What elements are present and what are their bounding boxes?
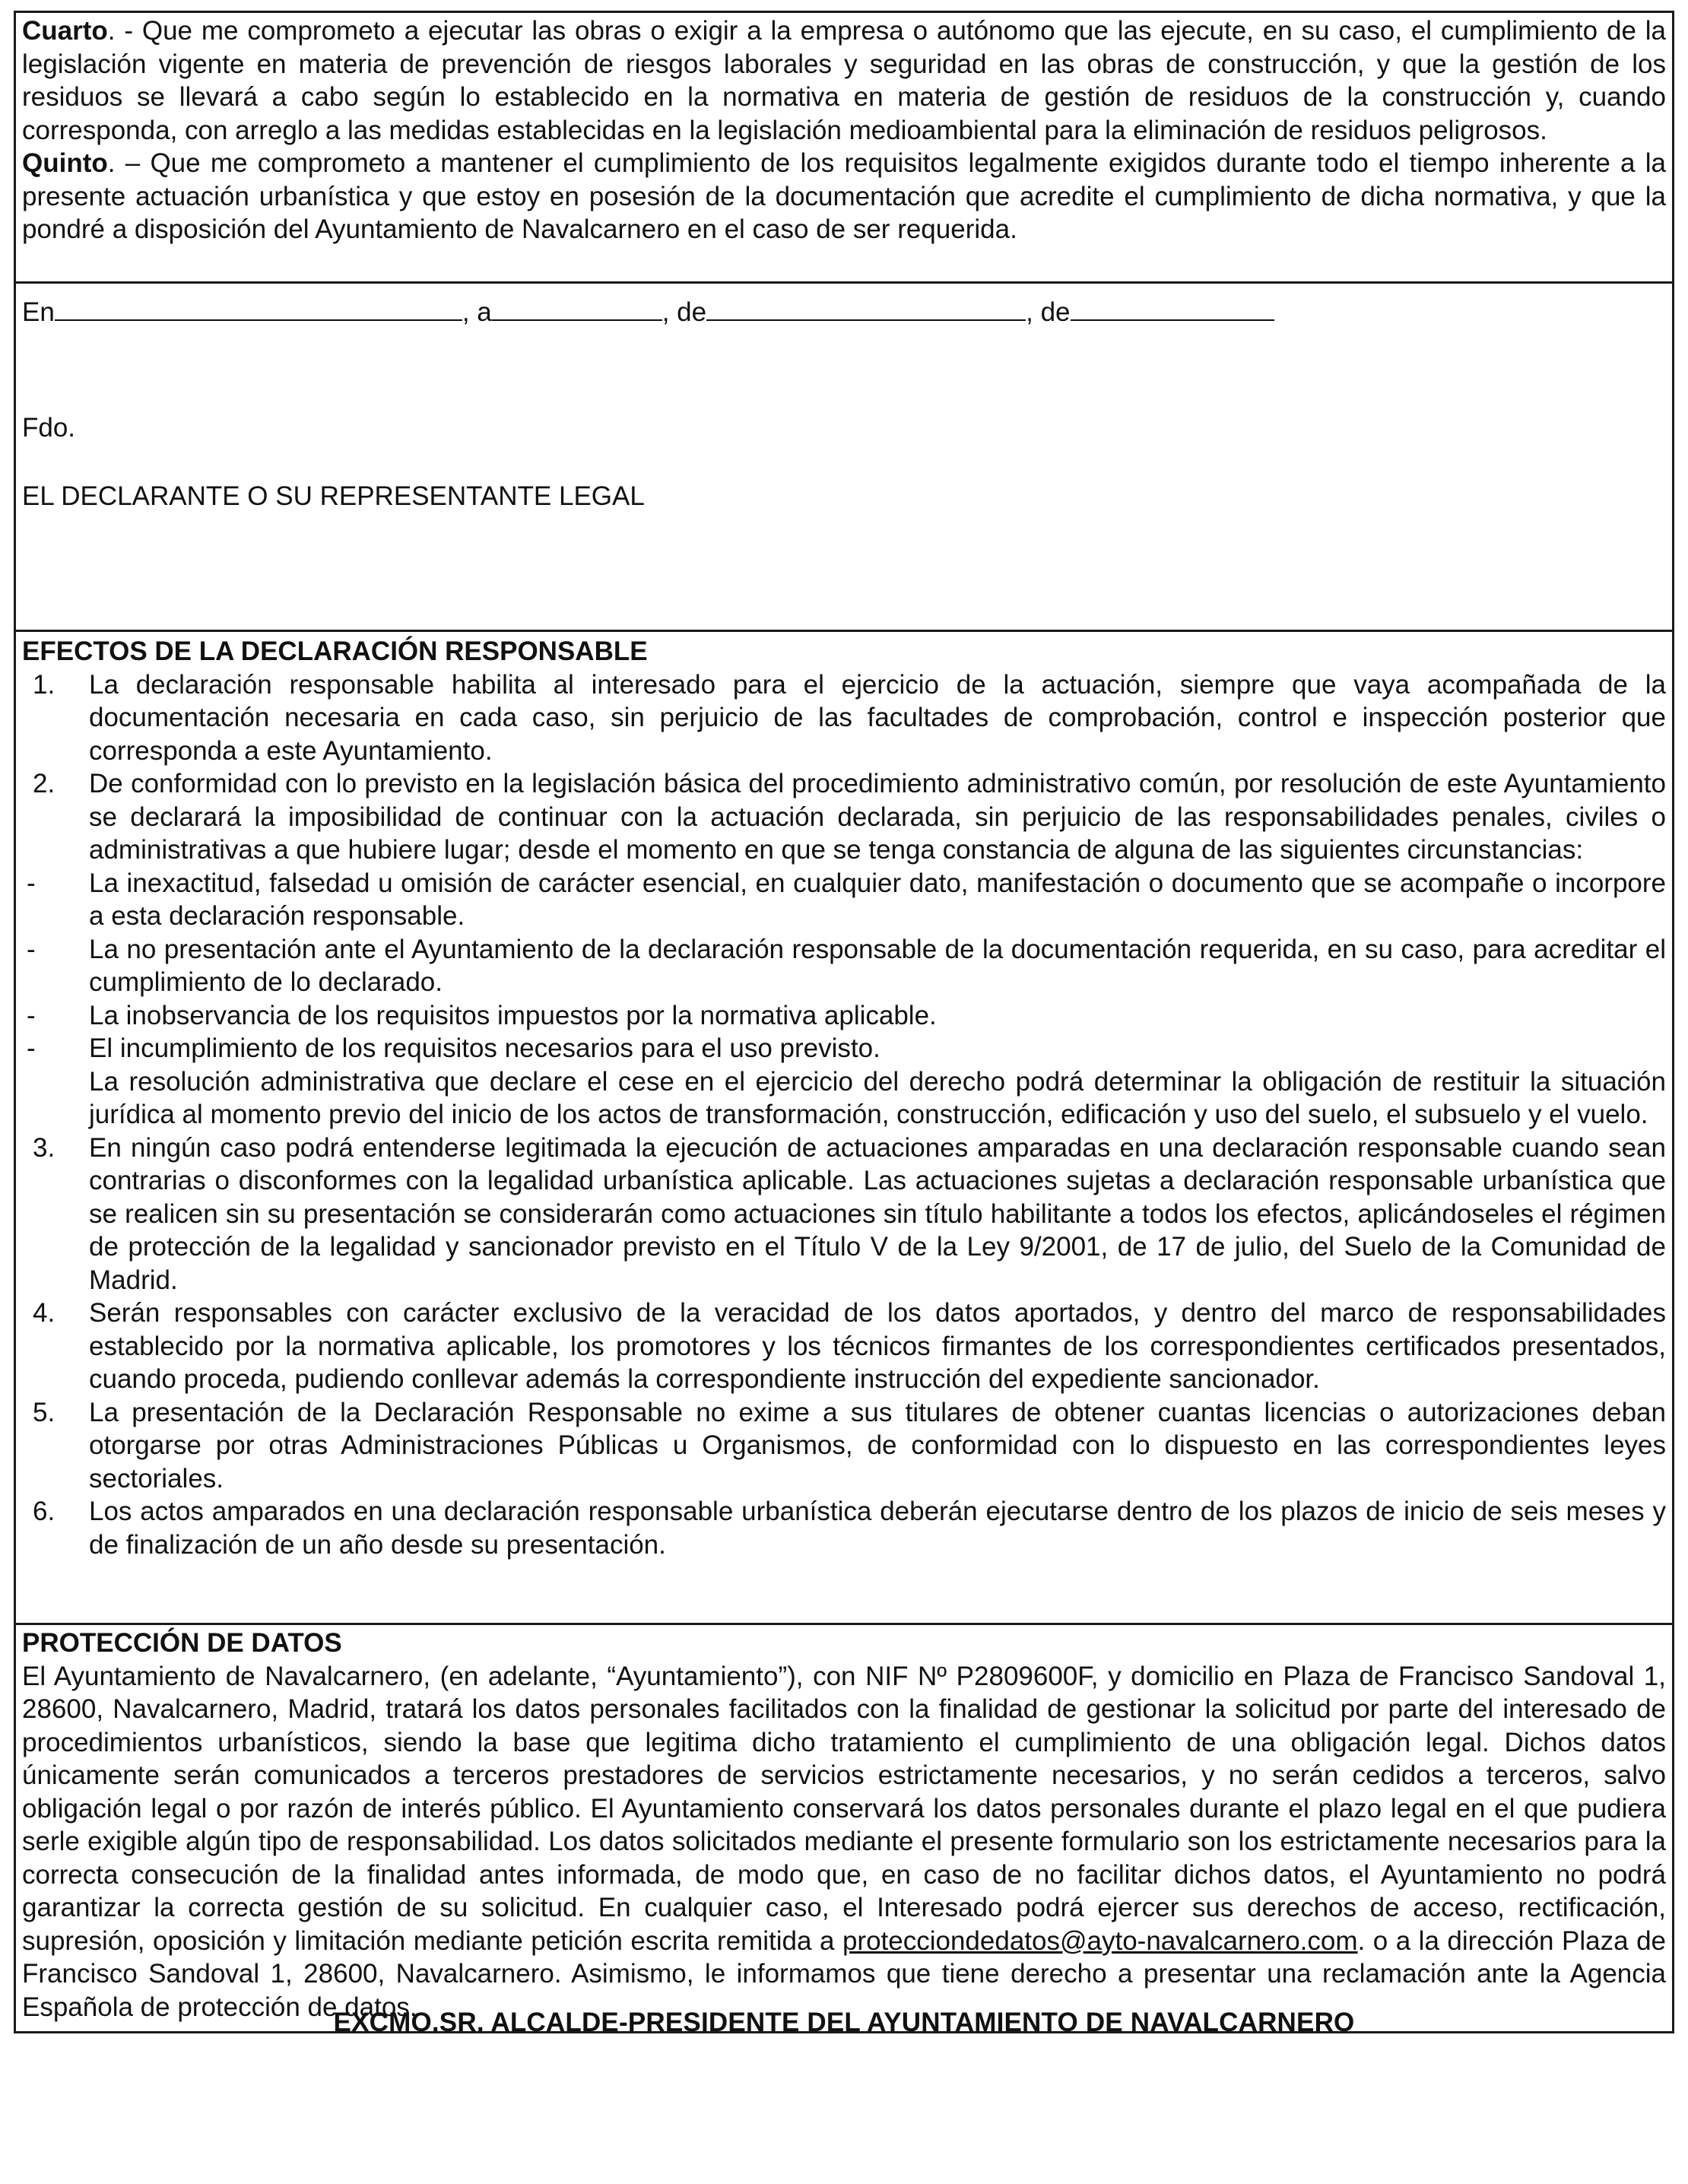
a-label: , a xyxy=(462,297,492,327)
list-item-text: Serán responsables con carácter exclusivo de la veracidad de los datos aportados, y dentro del marco de responsabilidades establecido por la normativa aplicable, los promotores y los técnicos firmantes de los correspondientes certificados presentados, cuando proceda, pudiendo conllevar además la correspondiente instrucción del expediente sancionador. xyxy=(89,1298,1666,1394)
list-item-marker: 3. xyxy=(33,1132,56,1163)
list-item xyxy=(22,1132,1666,1297)
list-item-text: En ningún caso podrá entenderse legitimada la ejecución de actuaciones amparadas en una declaración responsable cuando sean contrarias o disconformes con la legalidad urbanística aplicable. Las actuaciones sujetas a declaración responsable urbanística que se realicen sin su presentación se considerarán como actuaciones sin título habilitante a todos los efectos, aplicándoseles el régimen de protección de la legalidad y sancionador previsto en el Título V de la Ley 9/2001, de 17 de julio, del Suelo de la Comunidad de Madrid. xyxy=(89,1132,1666,1295)
quinto-text: . – Que me comprometo a mantener el cumplimiento de los requisitos legalmente exigidos durante todo el tiempo inherente a la presente actuación urbanística y que estoy en posesión de la documentación que acredite el cumplimiento de dicha normativa, y que la pondré a disposición del Ayuntamiento de Navalcarnero en el caso de ser requerida. xyxy=(22,148,1666,244)
proteccion-title: PROTECCIÓN DE DATOS xyxy=(22,1628,342,1658)
list-item-text: La declaración responsable habilita al interesado para el ejercicio de la actuación, siempre que vaya acompañada de la documentación necesaria en cada caso, sin perjuicio de las facultades de comprobación, control e inspección posterior que corresponda a este Ayuntamiento. xyxy=(89,669,1666,766)
de-label-1: , de xyxy=(662,297,707,327)
list-item-text: La presentación de la Declaración Responsable no exime a sus titulares de obtener cuantas licencias o autorizaciones deban otorgarse por otras Administraciones Públicas u Organismos, de conformidad con lo dispuesto en las correspondientes leyes sectoriales. xyxy=(89,1397,1666,1494)
efectos-title: EFECTOS DE LA DECLARACIÓN RESPONSABLE xyxy=(22,636,648,666)
list-item-text: La inexactitud, falsedad u omisión de carácter esencial, en cualquier dato, manifestación o documento que se acompañe o incorpore a esta declaración responsable. xyxy=(89,868,1666,931)
list-item xyxy=(22,767,1666,867)
privacy-email-link[interactable]: protecciondedatos@ayto-navalcarnero.com xyxy=(842,1925,1358,1956)
year-blank[interactable] xyxy=(1071,298,1274,321)
cuarto-paragraph xyxy=(22,14,1666,147)
efectos-list xyxy=(22,668,1666,1065)
list-item-marker: - xyxy=(27,1000,36,1030)
list-item xyxy=(22,1297,1666,1396)
list-item xyxy=(22,668,1666,768)
efectos-list-2 xyxy=(22,1132,1666,1562)
list-item-text: La inobservancia de los requisitos impuestos por la normativa aplicable. xyxy=(89,1000,937,1030)
resolucion-paragraph: La resolución administrativa que declare el cese en el ejercicio del derecho podrá determinar la obligación de restituir la situación jurídica al momento previo del inicio de los actos de transformación, construcción, edificación y uso del suelo, el subsuelo y el vuelo. xyxy=(89,1066,1666,1129)
list-item xyxy=(22,999,1666,1033)
month-blank[interactable] xyxy=(706,298,1026,321)
day-blank[interactable] xyxy=(492,298,662,321)
proteccion-section xyxy=(14,1623,1674,2033)
list-item-marker: 2. xyxy=(33,769,56,798)
list-item-marker: 1. xyxy=(33,669,56,700)
en-label: En xyxy=(22,297,55,327)
proteccion-text-before: El Ayuntamiento de Navalcarnero, (en adelante, “Ayuntamiento”), con NIF Nº P2809600F, y domicilio en Plaza de Francisco Sandoval 1, 28600, Navalcarnero, Madrid, tratará los datos personales facilitados con la finalidad de gestionar la solicitud por parte del interesado de procedimientos urbanísticos, siendo la base que legitima dicho tratamiento el cumplimiento de una obligación legal. Dichos datos únicamente serán comunicados a terceros prestadores de servicios estrictamente necesarios, y no serán cedidos a terceros, salvo obligación legal o por razón de interés público. El Ayuntamiento conservará los datos personales durante el plazo legal en el que pudiera serle exigible algún tipo de responsabilidad. Los datos solicitados mediante el presente formulario son los estrictamente necesarios para la correcta consecución de la finalidad antes informada, de modo que, en caso de no facilitar dichos datos, el Ayuntamiento no podrá garantizar la correcta gestión de su solicitud. En cualquier caso, el Interesado podrá ejercer sus derechos de acceso, rectificación, supresión, oposición y limitación mediante petición escrita remitida a xyxy=(22,1661,1666,1956)
list-item-text: De conformidad con lo previsto en la legislación básica del procedimiento administrativo común, por resolución de este Ayuntamiento se declarará la imposibilidad de continuar con la actuación declarada, sin perjuicio de las responsabilidades penales, civiles o administrativas a que hubiere lugar; desde el momento en que se tenga constancia de alguna de las siguientes circunstancias: xyxy=(89,769,1666,865)
list-item-text: La no presentación ante el Ayuntamiento de la declaración responsable de la documentación requerida, en su caso, para acreditar el cumplimiento de lo declarado. xyxy=(89,934,1666,997)
list-item-text: Los actos amparados en una declaración responsable urbanística deberán ejecutarse dentro de los plazos de inicio de seis meses y de finalización de un año desde su presentación. xyxy=(89,1497,1666,1560)
cuarto-text: . - Que me comprometo a ejecutar las obras o exigir a la empresa o autónomo que las ejecute, en su caso, el cumplimiento de la legislación vigente en materia de prevención de riesgos laborales y seguridad en las obras de construcción, y que la gestión de los residuos se llevará a cabo según lo establecido en la normativa en materia de gestión de residuos de la construcción y, cuando corresponda, con arreglo a las medidas establecidas en la legislación medioambiental para la eliminación de residuos peligrosos. xyxy=(22,16,1666,145)
list-item xyxy=(22,1495,1666,1561)
de-label-2: , de xyxy=(1026,297,1071,327)
efectos-section xyxy=(14,630,1674,1623)
cuarto-label: Cuarto xyxy=(22,16,108,46)
signature-section xyxy=(14,281,1674,630)
quinto-paragraph xyxy=(22,147,1666,246)
list-item-marker: - xyxy=(27,1033,36,1063)
commitments-section xyxy=(14,11,1674,281)
place-blank[interactable] xyxy=(55,298,462,321)
list-item-marker: - xyxy=(27,934,36,964)
place-date-line xyxy=(22,296,1274,329)
list-item-marker: - xyxy=(27,868,36,898)
list-item xyxy=(22,867,1666,933)
list-item-marker: 4. xyxy=(33,1298,56,1328)
list-item xyxy=(22,1032,1666,1065)
addressee-footer: EXCMO.SR. ALCALDE-PRESIDENTE DEL AYUNTAMIENTO DE NAVALCARNERO xyxy=(333,2008,1355,2037)
list-item-marker: 5. xyxy=(33,1397,56,1427)
list-item-text: El incumplimiento de los requisitos necesarios para el uso previsto. xyxy=(89,1033,880,1063)
form-page xyxy=(14,11,1674,2033)
proteccion-paragraph xyxy=(22,1660,1666,2024)
list-item-marker: 6. xyxy=(33,1497,56,1526)
fdo-label: Fdo. xyxy=(22,413,76,443)
quinto-label: Quinto xyxy=(22,148,108,178)
list-item xyxy=(22,1396,1666,1496)
proteccion-text-after: . o a la dirección Plaza de Francisco Sandoval 1, 28600, Navalcarnero. Asimismo, le informamos que tiene derecho a presentar una reclamación ante la Agencia Española de protección de datos. xyxy=(22,1925,1666,2022)
declarante-label: EL DECLARANTE O SU REPRESENTANTE LEGAL xyxy=(22,481,645,511)
list-item xyxy=(22,933,1666,999)
